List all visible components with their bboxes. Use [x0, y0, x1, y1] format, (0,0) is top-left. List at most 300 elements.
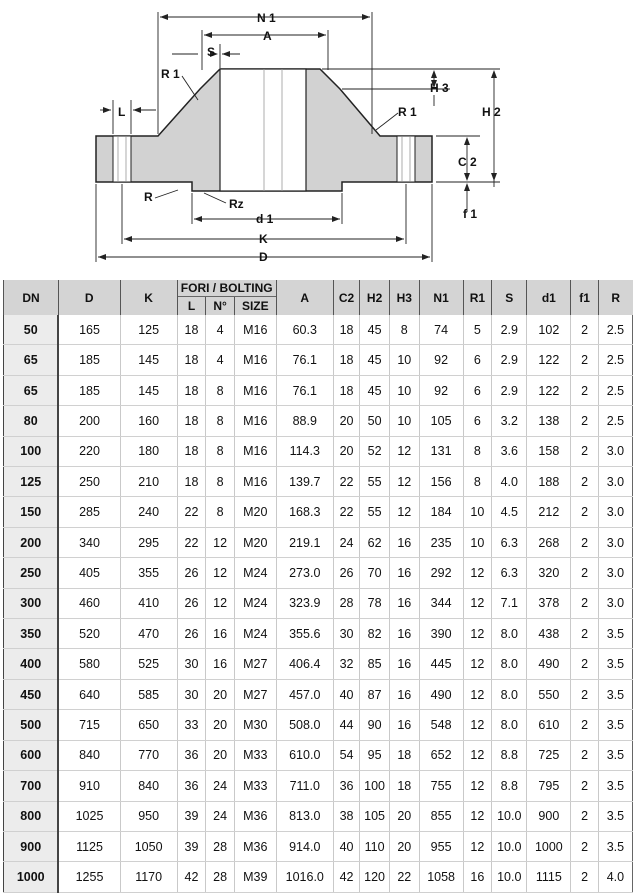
table-cell: 840	[58, 740, 120, 770]
row-dn-cell: 65	[4, 345, 59, 375]
table-cell: 2	[571, 497, 598, 527]
table-row	[4, 406, 633, 436]
table-cell: 16	[206, 649, 235, 679]
table-cell: 2	[571, 436, 598, 466]
row-dn-cell: 400	[4, 649, 59, 679]
label-a: A	[263, 29, 272, 43]
table-cell: 8	[463, 436, 492, 466]
table-cell: 26	[177, 558, 206, 588]
table-cell: 145	[120, 375, 177, 405]
table-cell: 18	[389, 740, 419, 770]
table-cell: 24	[333, 527, 359, 557]
table-cell: 2	[571, 527, 598, 557]
table-cell: 2	[571, 801, 598, 831]
table-cell: 460	[58, 588, 120, 618]
table-cell: 85	[360, 649, 390, 679]
table-cell: 139.7	[276, 467, 333, 497]
col-n1: N1	[419, 280, 463, 315]
col-dn: DN	[4, 280, 59, 315]
table-cell: 40	[333, 831, 359, 861]
table-cell: 12	[463, 649, 492, 679]
table-cell: 12	[463, 679, 492, 709]
table-row	[4, 771, 633, 801]
col-n: N°	[206, 297, 235, 316]
table-cell: 2	[571, 710, 598, 740]
table-cell: 910	[58, 771, 120, 801]
table-cell: 78	[360, 588, 390, 618]
table-row	[4, 558, 633, 588]
table-cell: 640	[58, 679, 120, 709]
table-cell: 90	[360, 710, 390, 740]
row-dn-cell: 800	[4, 801, 59, 831]
table-cell: 12	[463, 831, 492, 861]
table-cell: 8	[206, 436, 235, 466]
table-cell: 550	[527, 679, 571, 709]
table-cell: 22	[333, 497, 359, 527]
table-cell: 18	[177, 315, 206, 345]
table-cell: 2.9	[492, 315, 527, 345]
table-cell: 12	[389, 436, 419, 466]
table-cell: 185	[58, 345, 120, 375]
table-cell: 1016.0	[276, 862, 333, 893]
table-cell: 1255	[58, 862, 120, 893]
table-cell: 8	[463, 467, 492, 497]
table-cell: 406.4	[276, 649, 333, 679]
table-cell: 8.0	[492, 619, 527, 649]
table-cell: 22	[333, 467, 359, 497]
table-cell: 8	[206, 375, 235, 405]
table-cell: 45	[360, 345, 390, 375]
table-cell: 18	[177, 375, 206, 405]
table-cell: 18	[333, 375, 359, 405]
table-cell: 438	[527, 619, 571, 649]
table-cell: 1058	[419, 862, 463, 893]
table-cell: 20	[206, 679, 235, 709]
table-cell: 26	[177, 619, 206, 649]
table-cell: 490	[419, 679, 463, 709]
col-r: R	[598, 280, 632, 315]
table-cell: 8.0	[492, 710, 527, 740]
table-cell: 131	[419, 436, 463, 466]
table-cell: 38	[333, 801, 359, 831]
table-cell: 40	[333, 679, 359, 709]
table-cell: 20	[206, 710, 235, 740]
table-cell: 285	[58, 497, 120, 527]
table-cell: 2	[571, 619, 598, 649]
table-cell: 168.3	[276, 497, 333, 527]
table-cell: 4.0	[492, 467, 527, 497]
table-cell: 42	[333, 862, 359, 893]
table-cell: 30	[177, 649, 206, 679]
table-cell: 12	[206, 588, 235, 618]
table-cell: 1115	[527, 862, 571, 893]
table-cell: 76.1	[276, 375, 333, 405]
table-cell: 2	[571, 558, 598, 588]
label-d1: d 1	[256, 212, 274, 226]
table-cell: 20	[333, 406, 359, 436]
table-cell: 54	[333, 740, 359, 770]
table-cell: 355.6	[276, 619, 333, 649]
table-cell: 2	[571, 588, 598, 618]
table-cell: 508.0	[276, 710, 333, 740]
table-cell: 2.5	[598, 375, 632, 405]
table-cell: 2.9	[492, 345, 527, 375]
table-cell: 50	[360, 406, 390, 436]
row-dn-cell: 500	[4, 710, 59, 740]
table-cell: 4.0	[598, 862, 632, 893]
table-cell: 18	[177, 436, 206, 466]
table-cell: 323.9	[276, 588, 333, 618]
table-cell: 16	[389, 679, 419, 709]
table-cell: 16	[389, 588, 419, 618]
table-row	[4, 710, 633, 740]
table-cell: 3.5	[598, 771, 632, 801]
table-row	[4, 740, 633, 770]
table-cell: 105	[419, 406, 463, 436]
table-cell: 52	[360, 436, 390, 466]
table-cell: M39	[234, 862, 276, 893]
table-cell: 18	[333, 345, 359, 375]
row-dn-cell: 700	[4, 771, 59, 801]
table-cell: M27	[234, 649, 276, 679]
label-k: K	[259, 232, 268, 246]
col-l: L	[177, 297, 206, 316]
table-cell: M36	[234, 831, 276, 861]
table-cell: 2	[571, 862, 598, 893]
table-cell: 4	[206, 315, 235, 345]
table-cell: M24	[234, 619, 276, 649]
table-cell: 6	[463, 345, 492, 375]
label-rz: Rz	[229, 197, 244, 211]
col-d: D	[58, 280, 120, 315]
table-cell: 3.5	[598, 831, 632, 861]
table-cell: 3.0	[598, 558, 632, 588]
table-row	[4, 649, 633, 679]
col-size: SIZE	[234, 297, 276, 316]
table-cell: 12	[389, 467, 419, 497]
col-a: A	[276, 280, 333, 315]
table-cell: 20	[206, 740, 235, 770]
table-cell: 2.5	[598, 345, 632, 375]
table-cell: 10	[389, 406, 419, 436]
table-cell: 12	[463, 619, 492, 649]
table-cell: 8	[206, 497, 235, 527]
row-dn-cell: 80	[4, 406, 59, 436]
table-cell: 114.3	[276, 436, 333, 466]
table-cell: 88.9	[276, 406, 333, 436]
table-cell: 20	[389, 801, 419, 831]
label-s: S	[207, 45, 216, 59]
table-cell: 30	[177, 679, 206, 709]
table-cell: 2	[571, 375, 598, 405]
bolt-hole-left	[113, 136, 131, 182]
flange-bore	[220, 69, 306, 191]
flange-dimensions-table	[3, 280, 633, 893]
table-cell: 2	[571, 315, 598, 345]
table-cell: 1050	[120, 831, 177, 861]
col-c2: C2	[333, 280, 359, 315]
table-cell: M16	[234, 436, 276, 466]
table-cell: 18	[177, 406, 206, 436]
table-cell: 105	[360, 801, 390, 831]
table-cell: M33	[234, 740, 276, 770]
table-cell: 212	[527, 497, 571, 527]
table-cell: 715	[58, 710, 120, 740]
table-row	[4, 527, 633, 557]
table-cell: 158	[527, 436, 571, 466]
table-cell: 950	[120, 801, 177, 831]
table-cell: M24	[234, 558, 276, 588]
row-dn-cell: 250	[4, 558, 59, 588]
table-cell: 22	[177, 527, 206, 557]
table-cell: 184	[419, 497, 463, 527]
table-cell: M20	[234, 497, 276, 527]
table-cell: 16	[206, 619, 235, 649]
table-cell: 1125	[58, 831, 120, 861]
col-r1: R1	[463, 280, 492, 315]
table-cell: 125	[120, 315, 177, 345]
table-cell: 10.0	[492, 831, 527, 861]
table-cell: 6	[463, 375, 492, 405]
table-cell: 185	[58, 375, 120, 405]
table-cell: 12	[206, 527, 235, 557]
table-cell: 16	[463, 862, 492, 893]
table-cell: 2.5	[598, 406, 632, 436]
table-row	[4, 862, 633, 893]
row-dn-cell: 350	[4, 619, 59, 649]
table-cell: 2.5	[598, 315, 632, 345]
table-row	[4, 619, 633, 649]
row-dn-cell: 125	[4, 467, 59, 497]
table-cell: 102	[527, 315, 571, 345]
table-row	[4, 345, 633, 375]
table-cell: 138	[527, 406, 571, 436]
table-cell: 268	[527, 527, 571, 557]
table-cell: 12	[463, 801, 492, 831]
label-f1: f 1	[463, 207, 478, 221]
table-cell: 548	[419, 710, 463, 740]
table-cell: 955	[419, 831, 463, 861]
table-cell: 28	[333, 588, 359, 618]
table-cell: 2	[571, 406, 598, 436]
table-cell: 55	[360, 467, 390, 497]
table-cell: 120	[360, 862, 390, 893]
table-cell: 8	[206, 467, 235, 497]
table-cell: M30	[234, 710, 276, 740]
table-cell: 20	[333, 436, 359, 466]
table-cell: 70	[360, 558, 390, 588]
table-cell: 840	[120, 771, 177, 801]
table-cell: 39	[177, 801, 206, 831]
table-cell: 110	[360, 831, 390, 861]
table-cell: 5	[463, 315, 492, 345]
table-cell: 3.0	[598, 527, 632, 557]
table-cell: 16	[389, 619, 419, 649]
table-cell: 1170	[120, 862, 177, 893]
table-cell: 188	[527, 467, 571, 497]
table-cell: 652	[419, 740, 463, 770]
table-cell: 122	[527, 375, 571, 405]
table-cell: 344	[419, 588, 463, 618]
table-cell: 3.6	[492, 436, 527, 466]
table-cell: 725	[527, 740, 571, 770]
col-group-bolting: FORI / BOLTING	[177, 280, 276, 297]
table-row	[4, 588, 633, 618]
table-cell: 340	[58, 527, 120, 557]
table-cell: 10	[463, 497, 492, 527]
table-cell: 36	[177, 740, 206, 770]
table-cell: 8	[389, 315, 419, 345]
table-cell: 16	[389, 710, 419, 740]
table-cell: 320	[527, 558, 571, 588]
table-cell: 55	[360, 497, 390, 527]
table-cell: 10.0	[492, 862, 527, 893]
table-cell: 8.8	[492, 771, 527, 801]
table-cell: 12	[463, 558, 492, 588]
table-cell: 39	[177, 831, 206, 861]
table-cell: 795	[527, 771, 571, 801]
table-cell: 92	[419, 375, 463, 405]
table-cell: 355	[120, 558, 177, 588]
table-cell: 1025	[58, 801, 120, 831]
table-cell: M24	[234, 588, 276, 618]
table-cell: 855	[419, 801, 463, 831]
col-f1: f1	[571, 280, 598, 315]
table-cell: 10	[389, 375, 419, 405]
table-cell: 180	[120, 436, 177, 466]
table-cell: 445	[419, 649, 463, 679]
table-cell: 3.5	[598, 801, 632, 831]
table-cell: 10	[389, 345, 419, 375]
table-cell: 28	[206, 831, 235, 861]
table-cell: 3.5	[598, 649, 632, 679]
table-cell: 7.1	[492, 588, 527, 618]
col-k: K	[120, 280, 177, 315]
table-cell: 770	[120, 740, 177, 770]
table-cell: 45	[360, 375, 390, 405]
table-cell: 160	[120, 406, 177, 436]
table-cell: 12	[206, 558, 235, 588]
label-n1: N 1	[257, 11, 276, 25]
table-cell: 22	[177, 497, 206, 527]
table-cell: 520	[58, 619, 120, 649]
table-cell: 165	[58, 315, 120, 345]
row-dn-cell: 200	[4, 527, 59, 557]
table-cell: M16	[234, 467, 276, 497]
table-cell: 24	[206, 771, 235, 801]
table-cell: 95	[360, 740, 390, 770]
row-dn-cell: 600	[4, 740, 59, 770]
table-cell: 755	[419, 771, 463, 801]
table-cell: M16	[234, 406, 276, 436]
table-cell: 914.0	[276, 831, 333, 861]
table-cell: 44	[333, 710, 359, 740]
table-cell: 490	[527, 649, 571, 679]
label-c2: C 2	[458, 155, 477, 169]
table-cell: 32	[333, 649, 359, 679]
table-cell: 16	[389, 649, 419, 679]
table-cell: 87	[360, 679, 390, 709]
table-cell: 3.2	[492, 406, 527, 436]
table-cell: 2	[571, 740, 598, 770]
table-cell: 100	[360, 771, 390, 801]
table-cell: 60.3	[276, 315, 333, 345]
table-cell: 813.0	[276, 801, 333, 831]
table-cell: 240	[120, 497, 177, 527]
table-cell: 22	[389, 862, 419, 893]
table-row	[4, 801, 633, 831]
label-r1-right: R 1	[398, 105, 417, 119]
row-dn-cell: 1000	[4, 862, 59, 893]
table-cell: M16	[234, 315, 276, 345]
table-cell: 36	[177, 771, 206, 801]
table-cell: 92	[419, 345, 463, 375]
table-cell: 3.5	[598, 740, 632, 770]
table-cell: 30	[333, 619, 359, 649]
bolt-hole-right	[397, 136, 415, 182]
table-cell: 2	[571, 831, 598, 861]
table-cell: 2	[571, 467, 598, 497]
table-cell: 6	[463, 406, 492, 436]
table-cell: 26	[177, 588, 206, 618]
table-body	[4, 315, 633, 893]
table-cell: 12	[463, 710, 492, 740]
label-d: D	[259, 250, 268, 264]
table-cell: 580	[58, 649, 120, 679]
table-cell: 6.3	[492, 527, 527, 557]
table-cell: 410	[120, 588, 177, 618]
label-h3: H 3	[430, 81, 449, 95]
table-row	[4, 467, 633, 497]
table-cell: 45	[360, 315, 390, 345]
table-cell: 156	[419, 467, 463, 497]
table-cell: 292	[419, 558, 463, 588]
table-cell: 42	[177, 862, 206, 893]
table-cell: 1000	[527, 831, 571, 861]
table-cell: 2	[571, 345, 598, 375]
table-cell: 4	[206, 345, 235, 375]
table-row	[4, 679, 633, 709]
table-cell: 200	[58, 406, 120, 436]
table-cell: 610	[527, 710, 571, 740]
table-cell: 3.0	[598, 467, 632, 497]
table-cell: 220	[58, 436, 120, 466]
table-cell: M16	[234, 345, 276, 375]
table-cell: 711.0	[276, 771, 333, 801]
table-cell: 12	[463, 588, 492, 618]
table-cell: 6.3	[492, 558, 527, 588]
table-cell: 2	[571, 649, 598, 679]
row-dn-cell: 100	[4, 436, 59, 466]
table-cell: 405	[58, 558, 120, 588]
table-cell: 295	[120, 527, 177, 557]
table-cell: 3.0	[598, 436, 632, 466]
table-cell: 210	[120, 467, 177, 497]
col-d1: d1	[527, 280, 571, 315]
table-cell: 145	[120, 345, 177, 375]
table-cell: 16	[389, 527, 419, 557]
table-cell: 3.5	[598, 619, 632, 649]
table-cell: 76.1	[276, 345, 333, 375]
table-cell: M20	[234, 527, 276, 557]
label-r: R	[144, 190, 153, 204]
row-dn-cell: 65	[4, 375, 59, 405]
table-cell: 18	[177, 467, 206, 497]
table-cell: 3.5	[598, 710, 632, 740]
table-cell: 2	[571, 679, 598, 709]
table-cell: 585	[120, 679, 177, 709]
label-h2: H 2	[482, 105, 501, 119]
